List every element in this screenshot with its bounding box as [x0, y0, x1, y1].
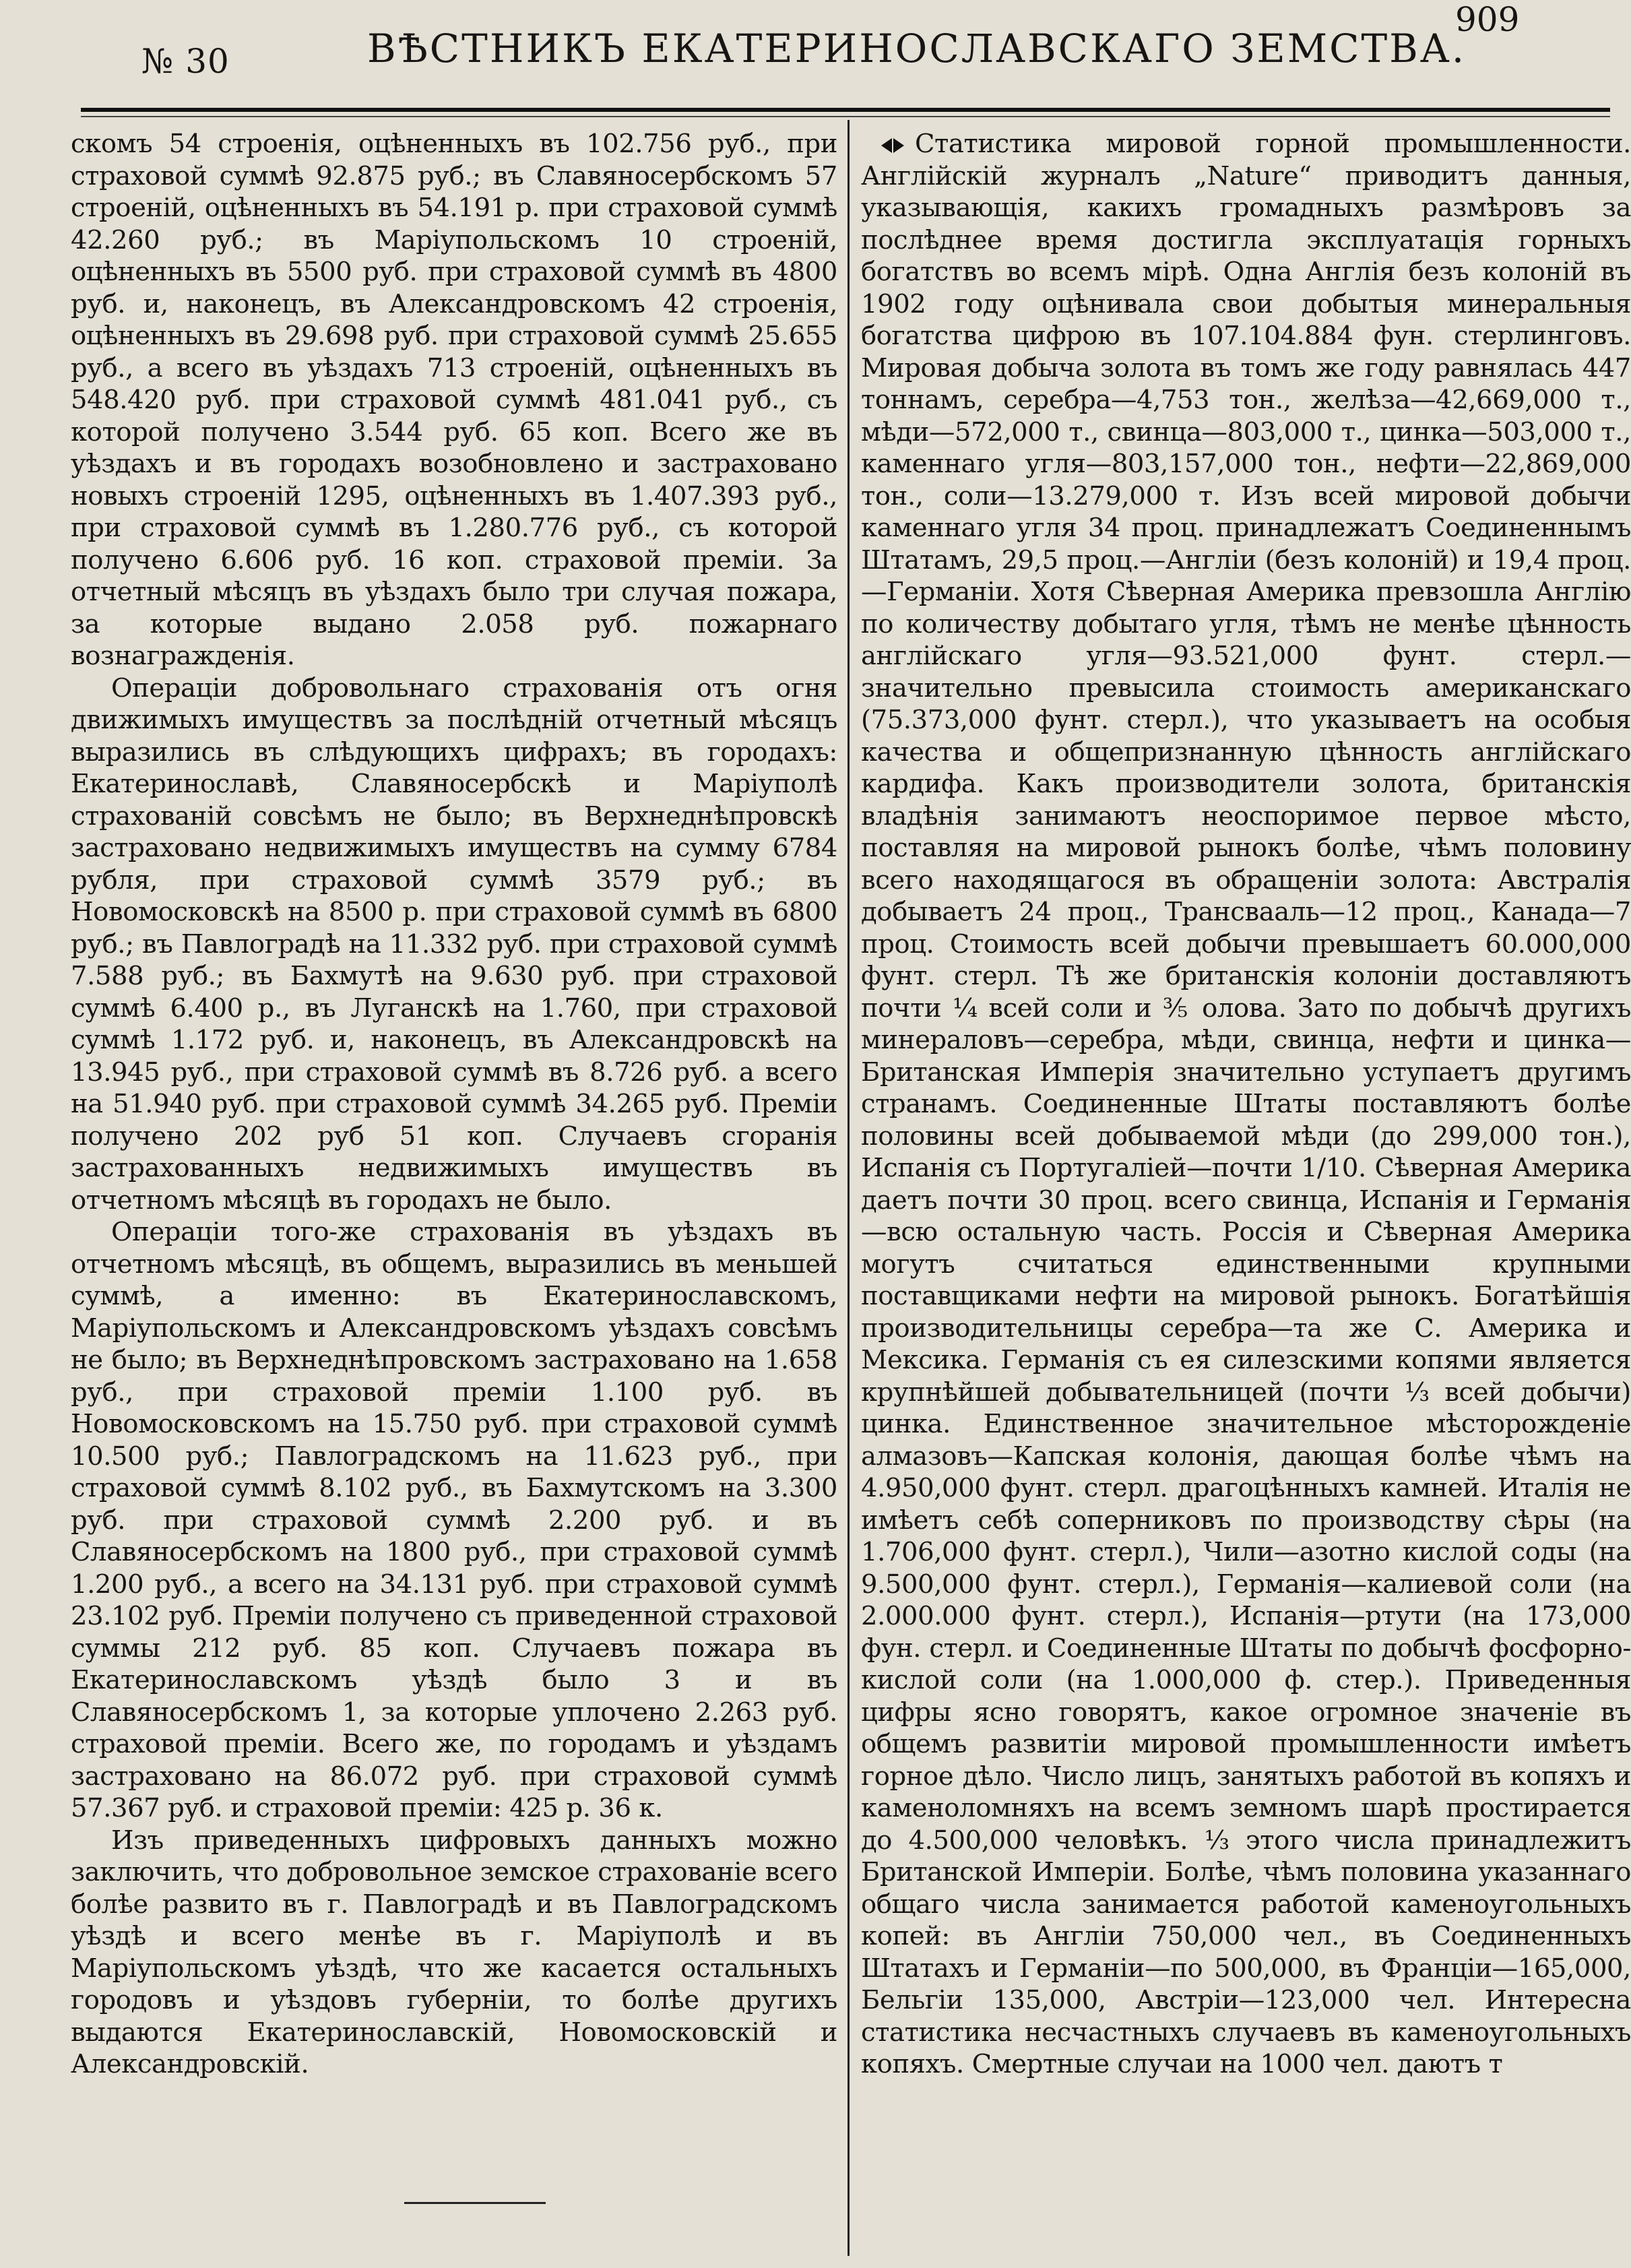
header-rule — [81, 108, 1610, 112]
page-header — [0, 0, 1631, 101]
section-marker-icon — [881, 138, 892, 153]
paragraph: скомъ 54 строенія, оцѣненныхъ въ 102.756 руб., при страховой суммѣ 92.875 руб.; въ Славяносербскомъ 57 строеній, оцѣненныхъ въ 54.191 р. при страховой суммѣ 42.260 руб.; въ Маріупольскомъ 10 строеній, оцѣненныхъ въ 5500 руб. при страховой суммѣ въ 4800 руб. и, наконецъ, въ Александровскомъ 42 строенія, оцѣненныхъ въ 29.698 руб. при страховой суммѣ 25.655 руб., а всего въ уѣздахъ 713 строеній, оцѣненныхъ въ 548.420 руб. при страховой суммѣ 481.041 руб., съ которой получено 3.544 руб. 65 коп. Всего же въ уѣздахъ и въ городахъ возобновлено и застраховано новыхъ строеній 1295, оцѣненныхъ въ 1.407.393 руб., при страховой суммѣ въ 1.280.776 руб., съ которой получено 6.606 руб. 16 коп. страховой преміи. За отчетный мѣсяцъ въ уѣздахъ было три случая пожара, за которые выдано 2.058 руб. пожарнаго вознагражденія. — [71, 129, 837, 671]
section-marker-icon-right — [893, 138, 904, 153]
column-divider — [848, 120, 850, 2256]
article-text: Статистика мировой горной промышленности. Англійскій журналъ „Nature“ приводитъ данныя, указывающія, какихъ громадныхъ размѣровъ за послѣднее время достигла эксплуатація горныхъ богатствъ во всемъ мірѣ. Одна Англія безъ колоній въ 1902 году оцѣнивала свои добытыя минеральныя богатства цифрою въ 107.104.884 фун. стерлинговъ. Мировая добыча золота въ томъ же году равнялась 447 тоннамъ, серебра—4,753 тон., желѣза—42,669,000 т., мѣди—572,000 т., свинца—803,000 т., цинка—503,000 т., каменнаго угля—803,157,000 тон., нефти—22,869,000 тон., соли—13.279,000 т. Изъ всей мировой добычи каменнаго угля 34 проц. принадлежатъ Соединеннымъ Штатамъ, 29,5 проц.—Англіи (безъ колоній) и 19,4 проц.—Германіи. Хотя Сѣверная Америка превзошла Англію по количеству добытаго угля, тѣмъ не менѣе цѣнность англійскаго угля—93.521,000 фунт. стерл.—значительно превысила стоимость американскаго (75.373,000 фунт. стерл.), что указываетъ на особыя качества и общепризнанную цѣнность англійскаго кардифа. Какъ производители золота, британскія владѣнія занимаютъ неоспоримое первое мѣсто, поставляя на мировой рынокъ болѣе, чѣмъ половину всего находящагося въ обращеніи золота: Австралія добываетъ 24 проц., Трансвааль—12 проц., Канада—7 проц. Стоимость всей добычи превышаетъ 60.000,000 фунт. стерл. Тѣ же британскія колоніи доставляютъ почти ¼ всей соли и ⅗ олова. Зато по добычѣ другихъ минераловъ—серебра, мѣди, свинца, нефти и цинка—Британская Имперія значительно уступаетъ другимъ странамъ. Соединенные Штаты поставляютъ болѣе половины всей добываемой мѣди (до 299,000 тон.), Испанія съ Португаліей—почти 1/10. Сѣверная Америка даетъ почти 30 проц. всего свинца, Испанія и Германія—всю остальную часть. Россія и Сѣверная Америка могутъ считаться единственными крупными поставщиками нефти на мировой рынокъ. Богатѣйшія производительницы серебра—та же С. Америка и Мексика. Германія съ ея силезскими копями является крупнѣйшей добывательницей (почти ⅓ всей добычи) цинка. Единственное значительное мѣсторожденіе алмазовъ—Капская колонія, дающая болѣе чѣмъ на 4.950,000 фунт. стерл. драгоцѣнныхъ камней. Италія не имѣетъ себѣ соперниковъ по производству сѣры (на 1.706,000 фунт. стерл.), Чили—азотно кислой соды (на 9.500,000 фунт. стерл.), Германія—калиевой соли (на 2.000.000 фунт. стерл.), Испанія—ртути (на 173,000 фун. стерл. и Соединенные Штаты по добычѣ фосфорно-кислой соли (на 1.000,000 ф. стер.). Приведенныя цифры ясно говорятъ, какое огромное значеніе въ общемъ развитіи мировой промышленности имѣетъ горное дѣло. Число лицъ, занятыхъ работой въ копяхъ и каменоломняхъ на всемъ земномъ шарѣ простирается до 4.500,000 человѣкъ. ⅓ этого числа принадлежитъ Британской Имперіи. Болѣе, чѣмъ половина указаннаго общаго числа занимается работой каменоугольныхъ копей: въ Англіи 750,000 чел., въ Соединенныхъ Штатахъ и Германіи—по 500,000, въ Франціи—165,000, Бельгіи 135,000, Австріи—123,000 чел. Интересна статистика несчастныхъ случаевъ въ каменоугольныхъ копяхъ. Смертные случаи на 1000 чел. даютъ т — [861, 129, 1631, 2079]
paragraph: Изъ приведенныхъ цифровыхъ данныхъ можно заключить, что добровольное земское страхованіе всего болѣе развито въ г. Павлоградѣ и въ Павлоградскомъ уѣздѣ и всего менѣе въ г. Маріуполѣ и въ Маріупольскомъ уѣздѣ, что же касается остальныхъ городовъ и уѣздовъ губерніи, то болѣе другихъ выдаются Екатеринославскій, Новомосковскій и Александровскій. — [71, 1825, 837, 2079]
article-end-rule — [404, 2202, 546, 2204]
right-column — [861, 128, 1631, 2081]
journal-title: ВѢСТНИКЪ ЕКАТЕРИНОСЛАВСКАГО ЗЕМСТВА. — [367, 26, 1467, 71]
paragraph: Операціи добровольнаго страхованія отъ огня движимыхъ имуществъ за послѣдній отчетный мѣсяцъ выразились въ слѣдующихъ цифрахъ; въ городахъ: Екатеринославѣ, Славяносербскѣ и Маріуполѣ страхованій совсѣмъ не было; въ Верхнеднѣпровскѣ застраховано недвижимыхъ имуществъ на сумму 6784 рубля, при страховой суммѣ 3579 руб.; въ Новомосковскѣ на 8500 р. при страховой суммѣ въ 6800 руб.; въ Павлоградѣ на 11.332 руб. при страховой суммѣ 7.588 руб.; въ Бахмутѣ на 9.630 руб. при страховой суммѣ 6.400 р., въ Луганскѣ на 1.760, при страховой суммѣ 1.172 руб. и, наконецъ, въ Александровскѣ на 13.945 руб., при страховой суммѣ въ 8.726 руб. а всего на 51.940 руб. при страховой суммѣ 34.265 руб. Преміи получено 202 руб 51 коп. Случаевъ сгоранія застрахованныхъ недвижимыхъ имуществъ въ отчетномъ мѣсяцѣ въ городахъ не было. — [71, 672, 837, 1216]
header-rule-thin — [81, 116, 1610, 117]
paragraph: Операціи того-же страхованія въ уѣздахъ въ отчетномъ мѣсяцѣ, въ общемъ, выразились въ меньшей суммѣ, а именно: въ Екатеринославскомъ, Маріупольскомъ и Александровскомъ уѣздахъ совсѣмъ не было; въ Верхнеднѣпровскомъ застраховано на 1.658 руб., при страховой преміи 1.100 руб. въ Новомосковскомъ на 15.750 руб. при страховой суммѣ 10.500 руб.; Павлоградскомъ на 11.623 руб., при страховой суммѣ 8.102 руб., въ Бахмутскомъ на 3.300 руб. при страховой суммѣ 2.200 руб. и въ Славяносербскомъ на 1800 руб., при страховой суммѣ 1.200 руб., а всего на 34.131 руб. при страховой суммѣ 23.102 руб. Преміи получено съ приведенной страховой суммы 212 руб. 85 коп. Случаевъ пожара въ Екатеринославскомъ уѣздѣ было 3 и въ Славяносербскомъ 1, за которые уплочено 2.263 руб. страховой преміи. Всего же, по городамъ и уѣздамъ застраховано на 86.072 руб. при страховой суммѣ 57.367 руб. и страховой преміи: 425 р. 36 к. — [71, 1217, 837, 1823]
page-number: 909 — [1455, 0, 1520, 39]
left-column — [71, 128, 837, 2081]
issue-number: № 30 — [141, 42, 230, 81]
article-paragraph — [861, 128, 1631, 2081]
